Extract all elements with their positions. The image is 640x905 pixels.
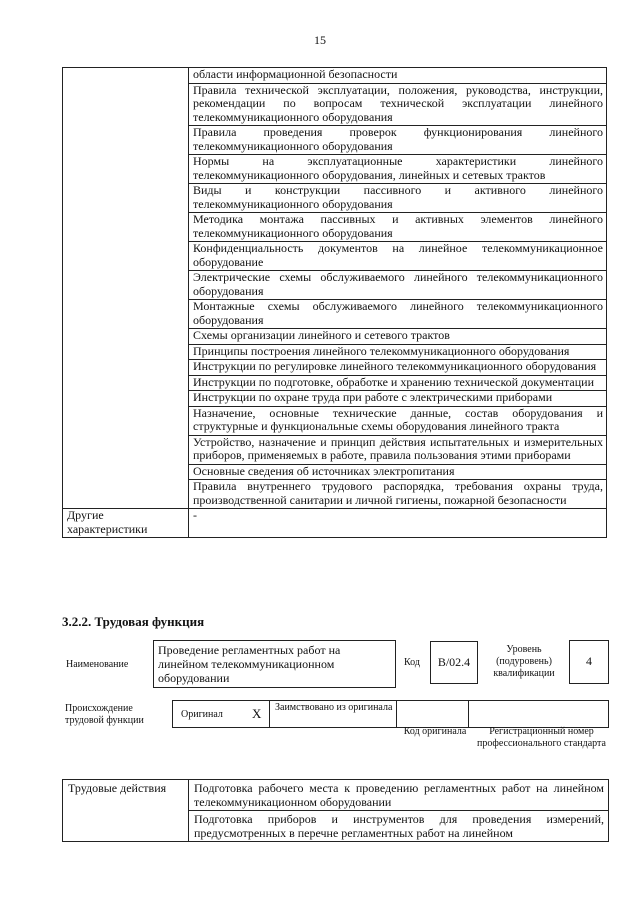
section-title: 3.2.2. Трудовая функция	[62, 614, 205, 629]
origin-label: Происхождение трудовой функции	[65, 703, 144, 726]
original-mark: X	[252, 706, 262, 721]
actions-label: Трудовые действия	[63, 780, 189, 842]
knowledge-item: Нормы на эксплуатационные характеристики линейного телекоммуникационного оборудования, линейных и сетевых трактов	[189, 155, 607, 184]
code-box	[430, 641, 478, 684]
knowledge-table	[62, 67, 607, 538]
knowledge-item: Схемы организации линейного и сетевого трактов	[189, 329, 607, 345]
borrowed-label: Заимствовано из оригинала	[275, 702, 393, 713]
action-item: Подготовка приборов и инструментов для проведения измерений, предусмотренных в перечне регламентных работ на линейном	[189, 811, 609, 842]
other-characteristics-value: -	[189, 509, 607, 538]
knowledge-item: Правила технической эксплуатации, положения, руководства, инструкции, рекомендации по вопросам технической эксплуатации линейного телекоммуникационного оборудования	[189, 83, 607, 126]
knowledge-item: Методика монтажа пассивных и активных элементов линейного телекоммуникационного оборудования	[189, 213, 607, 242]
level-label: Уровень (подуровень) квалификации	[493, 644, 555, 679]
other-characteristics-label: Другие характеристики	[63, 509, 189, 538]
reg-number-label: Регистрационный номер профессионального стандарта	[477, 726, 606, 749]
level-box	[569, 640, 609, 684]
action-item: Подготовка рабочего места к проведению регламентных работ на линейном телекоммуникационном оборудовании	[189, 780, 609, 811]
code-value: B/02.4	[437, 655, 471, 669]
knowledge-item: Правила внутреннего трудового распорядка, требования охраны труда, производственной санитарии и личной гигиены, пожарной безопасности	[189, 480, 607, 509]
knowledge-item: области информационной безопасности	[189, 68, 607, 84]
origin-row	[172, 700, 609, 728]
knowledge-item: Назначение, основные технические данные, состав оборудования и структурные и функциональные схемы оборудования линейного тракта	[189, 406, 607, 435]
knowledge-item: Принципы построения линейного телекоммуникационного оборудования	[189, 344, 607, 360]
name-label: Наименование	[66, 659, 129, 670]
name-value: Проведение регламентных работ на линейном телекоммуникационном оборудовании	[158, 643, 341, 685]
original-label: Оригинал	[181, 709, 223, 720]
left-label-cell	[63, 68, 189, 509]
knowledge-item: Правила проведения проверок функционирования линейного телекоммуникационного оборудования	[189, 126, 607, 155]
knowledge-item: Инструкции по регулировке линейного телекоммуникационного оборудования	[189, 360, 607, 376]
origin-divider	[468, 701, 469, 727]
code-original-label: Код оригинала	[403, 726, 467, 737]
knowledge-item: Конфиденциальность документов на линейное телекоммуникационное оборудование	[189, 242, 607, 271]
table-row	[63, 68, 607, 84]
knowledge-item: Инструкции по охране труда при работе с электрическими приборами	[189, 391, 607, 407]
page-number: 15	[314, 33, 326, 47]
code-label: Код	[404, 657, 420, 668]
knowledge-item: Инструкции по подготовке, обработке и хранению технической документации	[189, 375, 607, 391]
origin-divider	[269, 701, 270, 727]
table-row	[63, 509, 607, 538]
actions-table	[62, 779, 609, 842]
knowledge-item: Монтажные схемы обслуживаемого линейного телекоммуникационного оборудования	[189, 300, 607, 329]
table-row	[63, 780, 609, 811]
name-box	[153, 640, 396, 688]
origin-divider	[396, 701, 397, 727]
knowledge-item: Виды и конструкции пассивного и активного линейного телекоммуникационного оборудования	[189, 184, 607, 213]
level-value: 4	[586, 654, 592, 668]
knowledge-item: Основные сведения об источниках электропитания	[189, 464, 607, 480]
knowledge-item: Устройство, назначение и принцип действия испытательных и измерительных приборов, применяемых в работе, правила пользования этими приборами	[189, 435, 607, 464]
knowledge-item: Электрические схемы обслуживаемого линейного телекоммуникационного оборудования	[189, 271, 607, 300]
